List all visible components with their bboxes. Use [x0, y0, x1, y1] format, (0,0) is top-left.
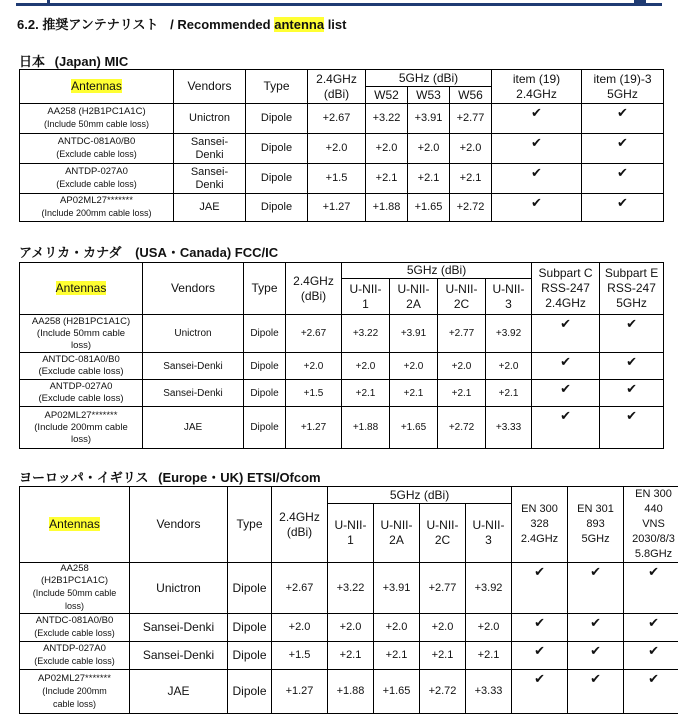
- gain-w56-cell: +2.72: [450, 194, 492, 222]
- section-title-en-post: list: [327, 17, 347, 32]
- vendor-cell: Unictron: [143, 315, 244, 353]
- antenna-cell: AA258 (H2B1PC1A1C) (Include 50mm cable loss): [20, 104, 174, 134]
- vendor-cell: Unictron: [130, 563, 228, 614]
- gain-24-cell: +1.5: [272, 642, 328, 670]
- gain-w53-cell: +2.1: [408, 164, 450, 194]
- vendor-cell: JAE: [174, 194, 246, 222]
- gain-unii2c-cell: +2.1: [438, 380, 486, 407]
- vendor-cell: Sansei-Denki: [130, 614, 228, 642]
- table-row: [20, 407, 664, 449]
- gain-w52-cell: +3.22: [366, 104, 408, 134]
- header-tick: [47, 0, 50, 6]
- table-row: [20, 614, 678, 642]
- usa-unii2c-header: U-NII- 2C: [438, 279, 486, 315]
- check-icon: ✔: [512, 563, 568, 614]
- gain-unii2c-cell: +2.77: [420, 563, 466, 614]
- usa-unii3-header: U-NII- 3: [486, 279, 532, 315]
- gain-24-cell: +1.5: [308, 164, 366, 194]
- gain-24-cell: +1.27: [272, 670, 328, 714]
- gain-24-cell: +2.67: [272, 563, 328, 614]
- japan-w52-header: W52: [366, 87, 408, 104]
- europe-table: [19, 486, 678, 714]
- gain-w56-cell: +2.77: [450, 104, 492, 134]
- japan-24ghz-header: 2.4GHz (dBi): [308, 70, 366, 104]
- check-icon: ✔: [600, 353, 664, 380]
- europe-unii2a-header: U-NII- 2A: [374, 504, 420, 563]
- japan-item19-header: item (19) 2.4GHz: [492, 70, 582, 104]
- vendor-cell: JAE: [130, 670, 228, 714]
- antenna-cell: AA258 (H2B1PC1A1C) (Include 50mm cable loss): [20, 563, 130, 614]
- section-number: 6.2.: [17, 17, 39, 32]
- check-icon: ✔: [624, 642, 678, 670]
- vendor-cell: Unictron: [174, 104, 246, 134]
- section-title-en-highlight: antenna: [274, 17, 325, 32]
- gain-24-cell: +2.0: [272, 614, 328, 642]
- gain-unii3-cell: +2.0: [466, 614, 512, 642]
- gain-24-cell: +1.27: [286, 407, 342, 449]
- gain-w52-cell: +2.1: [366, 164, 408, 194]
- europe-en300440-header: EN 300 440 VNS 2030/8/3 5.8GHz: [624, 487, 678, 563]
- type-cell: Dipole: [244, 315, 286, 353]
- gain-24-cell: +2.67: [308, 104, 366, 134]
- usa-antennas-header: Antennas: [20, 263, 143, 315]
- check-icon: ✔: [492, 194, 582, 222]
- japan-vendors-header: Vendors: [174, 70, 246, 104]
- gain-24-cell: +2.0: [308, 134, 366, 164]
- usa-unii2a-header: U-NII- 2A: [390, 279, 438, 315]
- antenna-cell: ANTDP-027A0 (Exclude cable loss): [20, 380, 143, 407]
- check-icon: ✔: [512, 670, 568, 714]
- table-row: [20, 380, 664, 407]
- europe-unii3-header: U-NII- 3: [466, 504, 512, 563]
- header-rule: [16, 3, 662, 6]
- vendor-cell: Sansei-Denki: [143, 380, 244, 407]
- europe-vendors-header: Vendors: [130, 487, 228, 563]
- japan-w53-header: W53: [408, 87, 450, 104]
- gain-w53-cell: +3.91: [408, 104, 450, 134]
- gain-unii1-cell: +1.88: [342, 407, 390, 449]
- type-cell: Dipole: [244, 380, 286, 407]
- usa-subpart-c-header: Subpart C RSS-247 2.4GHz: [532, 263, 600, 315]
- check-icon: ✔: [624, 670, 678, 714]
- check-icon: ✔: [568, 670, 624, 714]
- table-row: [20, 134, 664, 164]
- type-cell: Dipole: [228, 614, 272, 642]
- usa-5ghz-header: 5GHz (dBi): [342, 263, 532, 279]
- gain-unii2c-cell: +2.72: [438, 407, 486, 449]
- check-icon: ✔: [532, 380, 600, 407]
- type-cell: Dipole: [244, 353, 286, 380]
- gain-w52-cell: +2.0: [366, 134, 408, 164]
- europe-en300328-header: EN 300 328 2.4GHz: [512, 487, 568, 563]
- japan-antennas-header: Antennas: [20, 70, 174, 104]
- europe-unii2c-header: U-NII- 2C: [420, 504, 466, 563]
- usa-unii1-header: U-NII- 1: [342, 279, 390, 315]
- check-icon: ✔: [532, 315, 600, 353]
- section-title-en-pre: / Recommended: [170, 17, 271, 32]
- usa-table: [19, 262, 664, 449]
- gain-unii2c-cell: +2.0: [420, 614, 466, 642]
- table-row: [20, 315, 664, 353]
- japan-title: [19, 51, 128, 70]
- check-icon: ✔: [624, 563, 678, 614]
- section-title-jp: 推奨アンテナリスト: [42, 17, 159, 32]
- gain-unii2a-cell: +2.0: [390, 353, 438, 380]
- europe-en301893-header: EN 301 893 5GHz: [568, 487, 624, 563]
- type-cell: Dipole: [228, 563, 272, 614]
- japan-table: [19, 69, 664, 222]
- table-row: [20, 104, 664, 134]
- europe-title-jp: ヨーロッパ・イギリス: [19, 470, 149, 485]
- check-icon: ✔: [532, 407, 600, 449]
- type-cell: Dipole: [246, 194, 308, 222]
- gain-unii2c-cell: +2.0: [438, 353, 486, 380]
- check-icon: ✔: [568, 563, 624, 614]
- europe-type-header: Type: [228, 487, 272, 563]
- gain-w53-cell: +1.65: [408, 194, 450, 222]
- vendor-cell: Sansei-Denki: [130, 642, 228, 670]
- gain-unii1-cell: +3.22: [342, 315, 390, 353]
- japan-item193-header: item (19)-3 5GHz: [582, 70, 664, 104]
- gain-w56-cell: +2.1: [450, 164, 492, 194]
- japan-title-jp: 日本: [19, 54, 46, 69]
- europe-5ghz-header: 5GHz (dBi): [328, 487, 512, 504]
- antenna-cell: AP02ML27******* (Include 200mm cable loss): [20, 407, 143, 449]
- gain-unii1-cell: +2.1: [328, 642, 374, 670]
- check-icon: ✔: [624, 614, 678, 642]
- check-icon: ✔: [512, 614, 568, 642]
- gain-unii2c-cell: +2.77: [438, 315, 486, 353]
- europe-title: [19, 467, 321, 486]
- check-icon: ✔: [600, 315, 664, 353]
- gain-unii3-cell: +2.0: [486, 353, 532, 380]
- gain-unii1-cell: +1.88: [328, 670, 374, 714]
- europe-title-en: (Europe・UK) ETSI/Ofcom: [158, 470, 321, 485]
- usa-title: [19, 242, 278, 261]
- vendor-cell: Sansei- Denki: [174, 164, 246, 194]
- table-row: [20, 563, 678, 614]
- vendor-cell: JAE: [143, 407, 244, 449]
- gain-unii3-cell: +2.1: [486, 380, 532, 407]
- gain-unii1-cell: +2.0: [328, 614, 374, 642]
- europe-24ghz-header: 2.4GHz (dBi): [272, 487, 328, 563]
- usa-vendors-header: Vendors: [143, 263, 244, 315]
- antenna-cell: ANTDP-027A0 (Exclude cable loss): [20, 642, 130, 670]
- type-cell: Dipole: [246, 164, 308, 194]
- type-cell: Dipole: [246, 104, 308, 134]
- antenna-cell: ANTDP-027A0 (Exclude cable loss): [20, 164, 174, 194]
- vendor-cell: Sansei- Denki: [174, 134, 246, 164]
- usa-title-jp: アメリカ・カナダ: [19, 245, 122, 260]
- check-icon: ✔: [568, 642, 624, 670]
- check-icon: ✔: [582, 194, 664, 222]
- gain-unii2a-cell: +1.65: [374, 670, 420, 714]
- type-cell: Dipole: [244, 407, 286, 449]
- type-cell: Dipole: [228, 670, 272, 714]
- check-icon: ✔: [512, 642, 568, 670]
- gain-unii2a-cell: +2.1: [374, 642, 420, 670]
- gain-24-cell: +2.67: [286, 315, 342, 353]
- usa-subpart-e-header: Subpart E RSS-247 5GHz: [600, 263, 664, 315]
- gain-unii3-cell: +3.92: [486, 315, 532, 353]
- gain-unii2c-cell: +2.1: [420, 642, 466, 670]
- check-icon: ✔: [582, 104, 664, 134]
- gain-24-cell: +1.27: [308, 194, 366, 222]
- check-icon: ✔: [492, 104, 582, 134]
- gain-unii3-cell: +3.92: [466, 563, 512, 614]
- check-icon: ✔: [568, 614, 624, 642]
- gain-unii1-cell: +3.22: [328, 563, 374, 614]
- vendor-cell: Sansei-Denki: [143, 353, 244, 380]
- antenna-cell: ANTDC-081A0/B0 (Exclude cable loss): [20, 134, 174, 164]
- table-row: [20, 642, 678, 670]
- gain-unii3-cell: +3.33: [466, 670, 512, 714]
- antenna-cell: AP02ML27******* (Include 200mm cable loss): [20, 670, 130, 714]
- japan-type-header: Type: [246, 70, 308, 104]
- gain-unii2a-cell: +3.91: [390, 315, 438, 353]
- gain-unii2a-cell: +3.91: [374, 563, 420, 614]
- usa-24ghz-header: 2.4GHz (dBi): [286, 263, 342, 315]
- antenna-cell: AP02ML27******* (Include 200mm cable loss): [20, 194, 174, 222]
- check-icon: ✔: [492, 134, 582, 164]
- gain-w52-cell: +1.88: [366, 194, 408, 222]
- gain-w56-cell: +2.0: [450, 134, 492, 164]
- gain-unii3-cell: +2.1: [466, 642, 512, 670]
- gain-unii1-cell: +2.0: [342, 353, 390, 380]
- check-icon: ✔: [600, 407, 664, 449]
- check-icon: ✔: [492, 164, 582, 194]
- check-icon: ✔: [582, 134, 664, 164]
- europe-unii1-header: U-NII- 1: [328, 504, 374, 563]
- gain-unii3-cell: +3.33: [486, 407, 532, 449]
- type-cell: Dipole: [246, 134, 308, 164]
- japan-5ghz-header: 5GHz (dBi): [366, 70, 492, 87]
- gain-24-cell: +1.5: [286, 380, 342, 407]
- antenna-cell: ANTDC-081A0/B0 (Exclude cable loss): [20, 353, 143, 380]
- usa-title-en: (USA・Canada) FCC/IC: [135, 245, 279, 260]
- check-icon: ✔: [582, 164, 664, 194]
- header-tick-right: [634, 0, 646, 3]
- gain-unii2a-cell: +1.65: [390, 407, 438, 449]
- section-heading: [17, 14, 346, 33]
- antenna-cell: AA258 (H2B1PC1A1C) (Include 50mm cable loss): [20, 315, 143, 353]
- table-row: [20, 670, 678, 714]
- usa-type-header: Type: [244, 263, 286, 315]
- japan-w56-header: W56: [450, 87, 492, 104]
- check-icon: ✔: [600, 380, 664, 407]
- gain-unii2a-cell: +2.0: [374, 614, 420, 642]
- table-row: [20, 353, 664, 380]
- check-icon: ✔: [532, 353, 600, 380]
- antenna-cell: ANTDC-081A0/B0 (Exclude cable loss): [20, 614, 130, 642]
- gain-24-cell: +2.0: [286, 353, 342, 380]
- gain-unii2a-cell: +2.1: [390, 380, 438, 407]
- europe-antennas-header: Antennas: [20, 487, 130, 563]
- gain-unii2c-cell: +2.72: [420, 670, 466, 714]
- table-row: [20, 164, 664, 194]
- table-row: [20, 194, 664, 222]
- gain-w53-cell: +2.0: [408, 134, 450, 164]
- japan-title-en: (Japan) MIC: [54, 54, 129, 69]
- type-cell: Dipole: [228, 642, 272, 670]
- gain-unii1-cell: +2.1: [342, 380, 390, 407]
